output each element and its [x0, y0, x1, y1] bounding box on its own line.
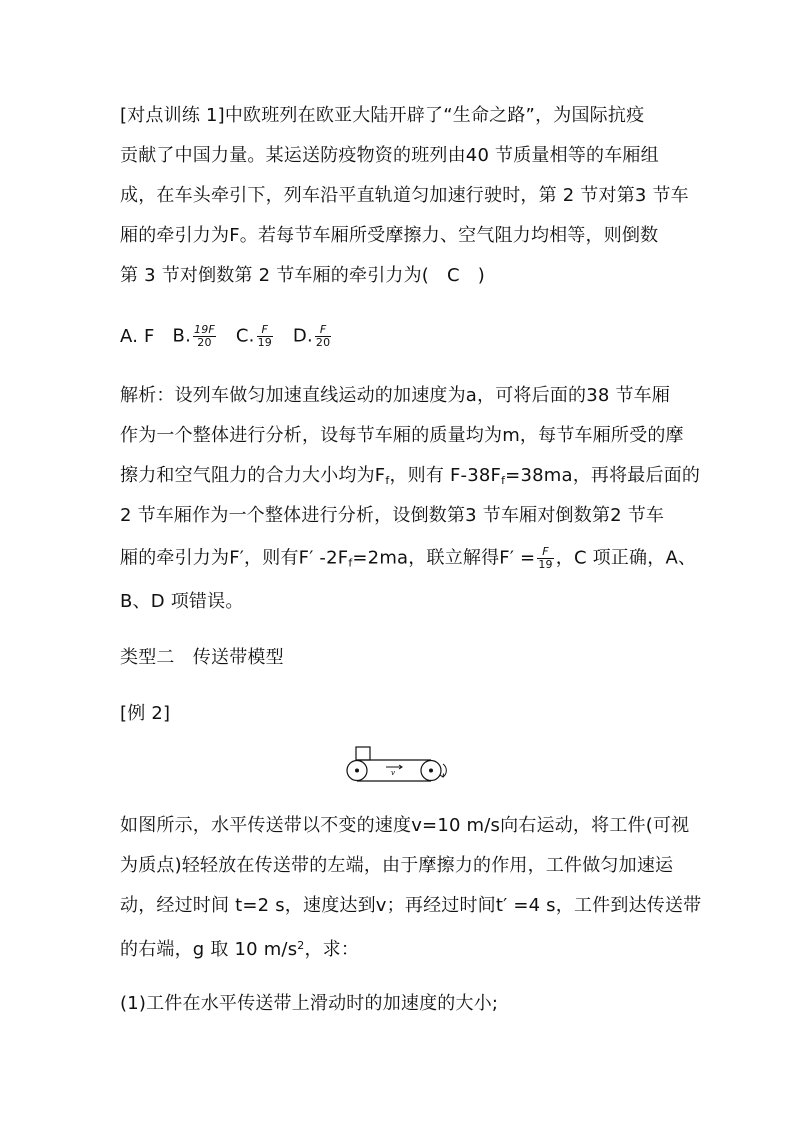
option-d-fraction	[315, 324, 331, 349]
subscript-f: f	[348, 556, 353, 570]
solution-line-5-part-b: =2ma，联立解得F′ =	[352, 547, 536, 569]
problem-line-4	[120, 934, 359, 962]
solution-line-4: 2 节车厢作为一个整体进行分析，设倒数第3 节车厢对倒数第2 节车	[120, 505, 665, 526]
exercise-line-2: 贡献了中国力量。某运送防疫物资的班列由40 节质量相等的车厢组	[120, 145, 659, 166]
option-c-numerator: F	[257, 324, 273, 337]
exercise-question-text: 第 3 节对倒数第 2 节车厢的牵引力为(	[120, 265, 430, 286]
solution-line-3-part-b: ，则有 F-38F	[389, 465, 502, 486]
solution-line-5-part-c: ，C 项正确，A、	[555, 547, 697, 569]
exercise-answer: C	[447, 265, 460, 286]
problem-line-4-part-b: ，求：	[304, 939, 360, 960]
option-c-label: C.	[235, 325, 255, 347]
exercise-line-4: 厢的牵引力为F。若每节车厢所受摩擦力、空气阻力均相等，则倒数	[120, 225, 659, 246]
solution-line-6: B、D 项错误。	[120, 591, 244, 612]
solution-line-1: 解析：设列车做匀加速直线运动的加速度为a，可将后面的38 节车厢	[120, 385, 671, 406]
solution-line-5	[120, 546, 696, 576]
subscript-f: f	[385, 474, 390, 487]
section-title: 类型二 传送带模型	[120, 647, 284, 668]
exercise-close-paren: )	[477, 265, 486, 286]
problem-line-3: 动，经过时间 t=2 s，速度达到v；再经过时间t′ =4 s，工件到达传送带	[120, 895, 702, 916]
superscript-2: 2	[297, 939, 305, 952]
exercise-line-3: 成，在车头牵引下，列车沿平直轨道匀加速行驶时，第 2 节对第3 节车	[120, 185, 689, 206]
option-c	[236, 324, 275, 349]
options-row	[120, 324, 345, 349]
option-a: A. F	[120, 325, 155, 347]
solution-line-2: 作为一个整体进行分析，设每节车厢的质量均为m，每节车厢所受的摩	[120, 425, 684, 446]
option-b-fraction	[193, 324, 216, 349]
problem-line-2: 为质点)轻轻放在传送带的左端，由于摩擦力的作用，工件做匀加速运	[120, 855, 674, 876]
question-1: (1)工件在水平传送带上滑动时的加速度的大小;	[120, 993, 499, 1014]
option-d-label: D.	[292, 325, 313, 347]
subscript-f: f	[501, 474, 506, 487]
solution-line-5-part-a: 厢的牵引力为F′，则有F′ -2F	[120, 547, 349, 569]
solution-line-3	[120, 464, 700, 493]
option-b-label: B.	[172, 325, 192, 347]
option-b-denominator: 20	[197, 336, 212, 349]
solution-fraction-numerator: F	[537, 546, 553, 559]
exercise-line-5	[120, 264, 485, 288]
left-pulley-axle	[355, 769, 359, 773]
solution-fraction-denominator: 19	[538, 558, 553, 571]
velocity-label: v	[391, 769, 395, 777]
option-d-denominator: 20	[315, 336, 331, 349]
problem-line-1: 如图所示，水平传送带以不变的速度v=10 m/s向右运动，将工件(可视	[120, 815, 690, 836]
option-d	[293, 324, 333, 349]
solution-fraction	[537, 546, 553, 571]
option-d-numerator: F	[315, 324, 331, 337]
solution-line-3-part-a: 擦力和空气阻力的合力大小均为F	[120, 465, 386, 486]
right-pulley-axle	[429, 769, 433, 773]
option-c-fraction	[257, 324, 273, 349]
option-b	[173, 324, 218, 349]
option-c-denominator: 19	[257, 336, 272, 349]
conveyor-belt-figure	[344, 744, 454, 786]
exercise-line-1: [对点训练 1]中欧班列在欧亚大陆开辟了“生命之路”，为国际抗疫	[120, 105, 645, 126]
problem-line-4-part-a: 的右端，g 取 10 m/s	[120, 939, 298, 960]
example-label: [例 2]	[120, 703, 171, 724]
solution-line-3-part-c: =38ma，再将最后面的	[505, 465, 701, 486]
option-b-numerator: 19F	[194, 323, 215, 336]
workpiece-block	[356, 747, 370, 760]
